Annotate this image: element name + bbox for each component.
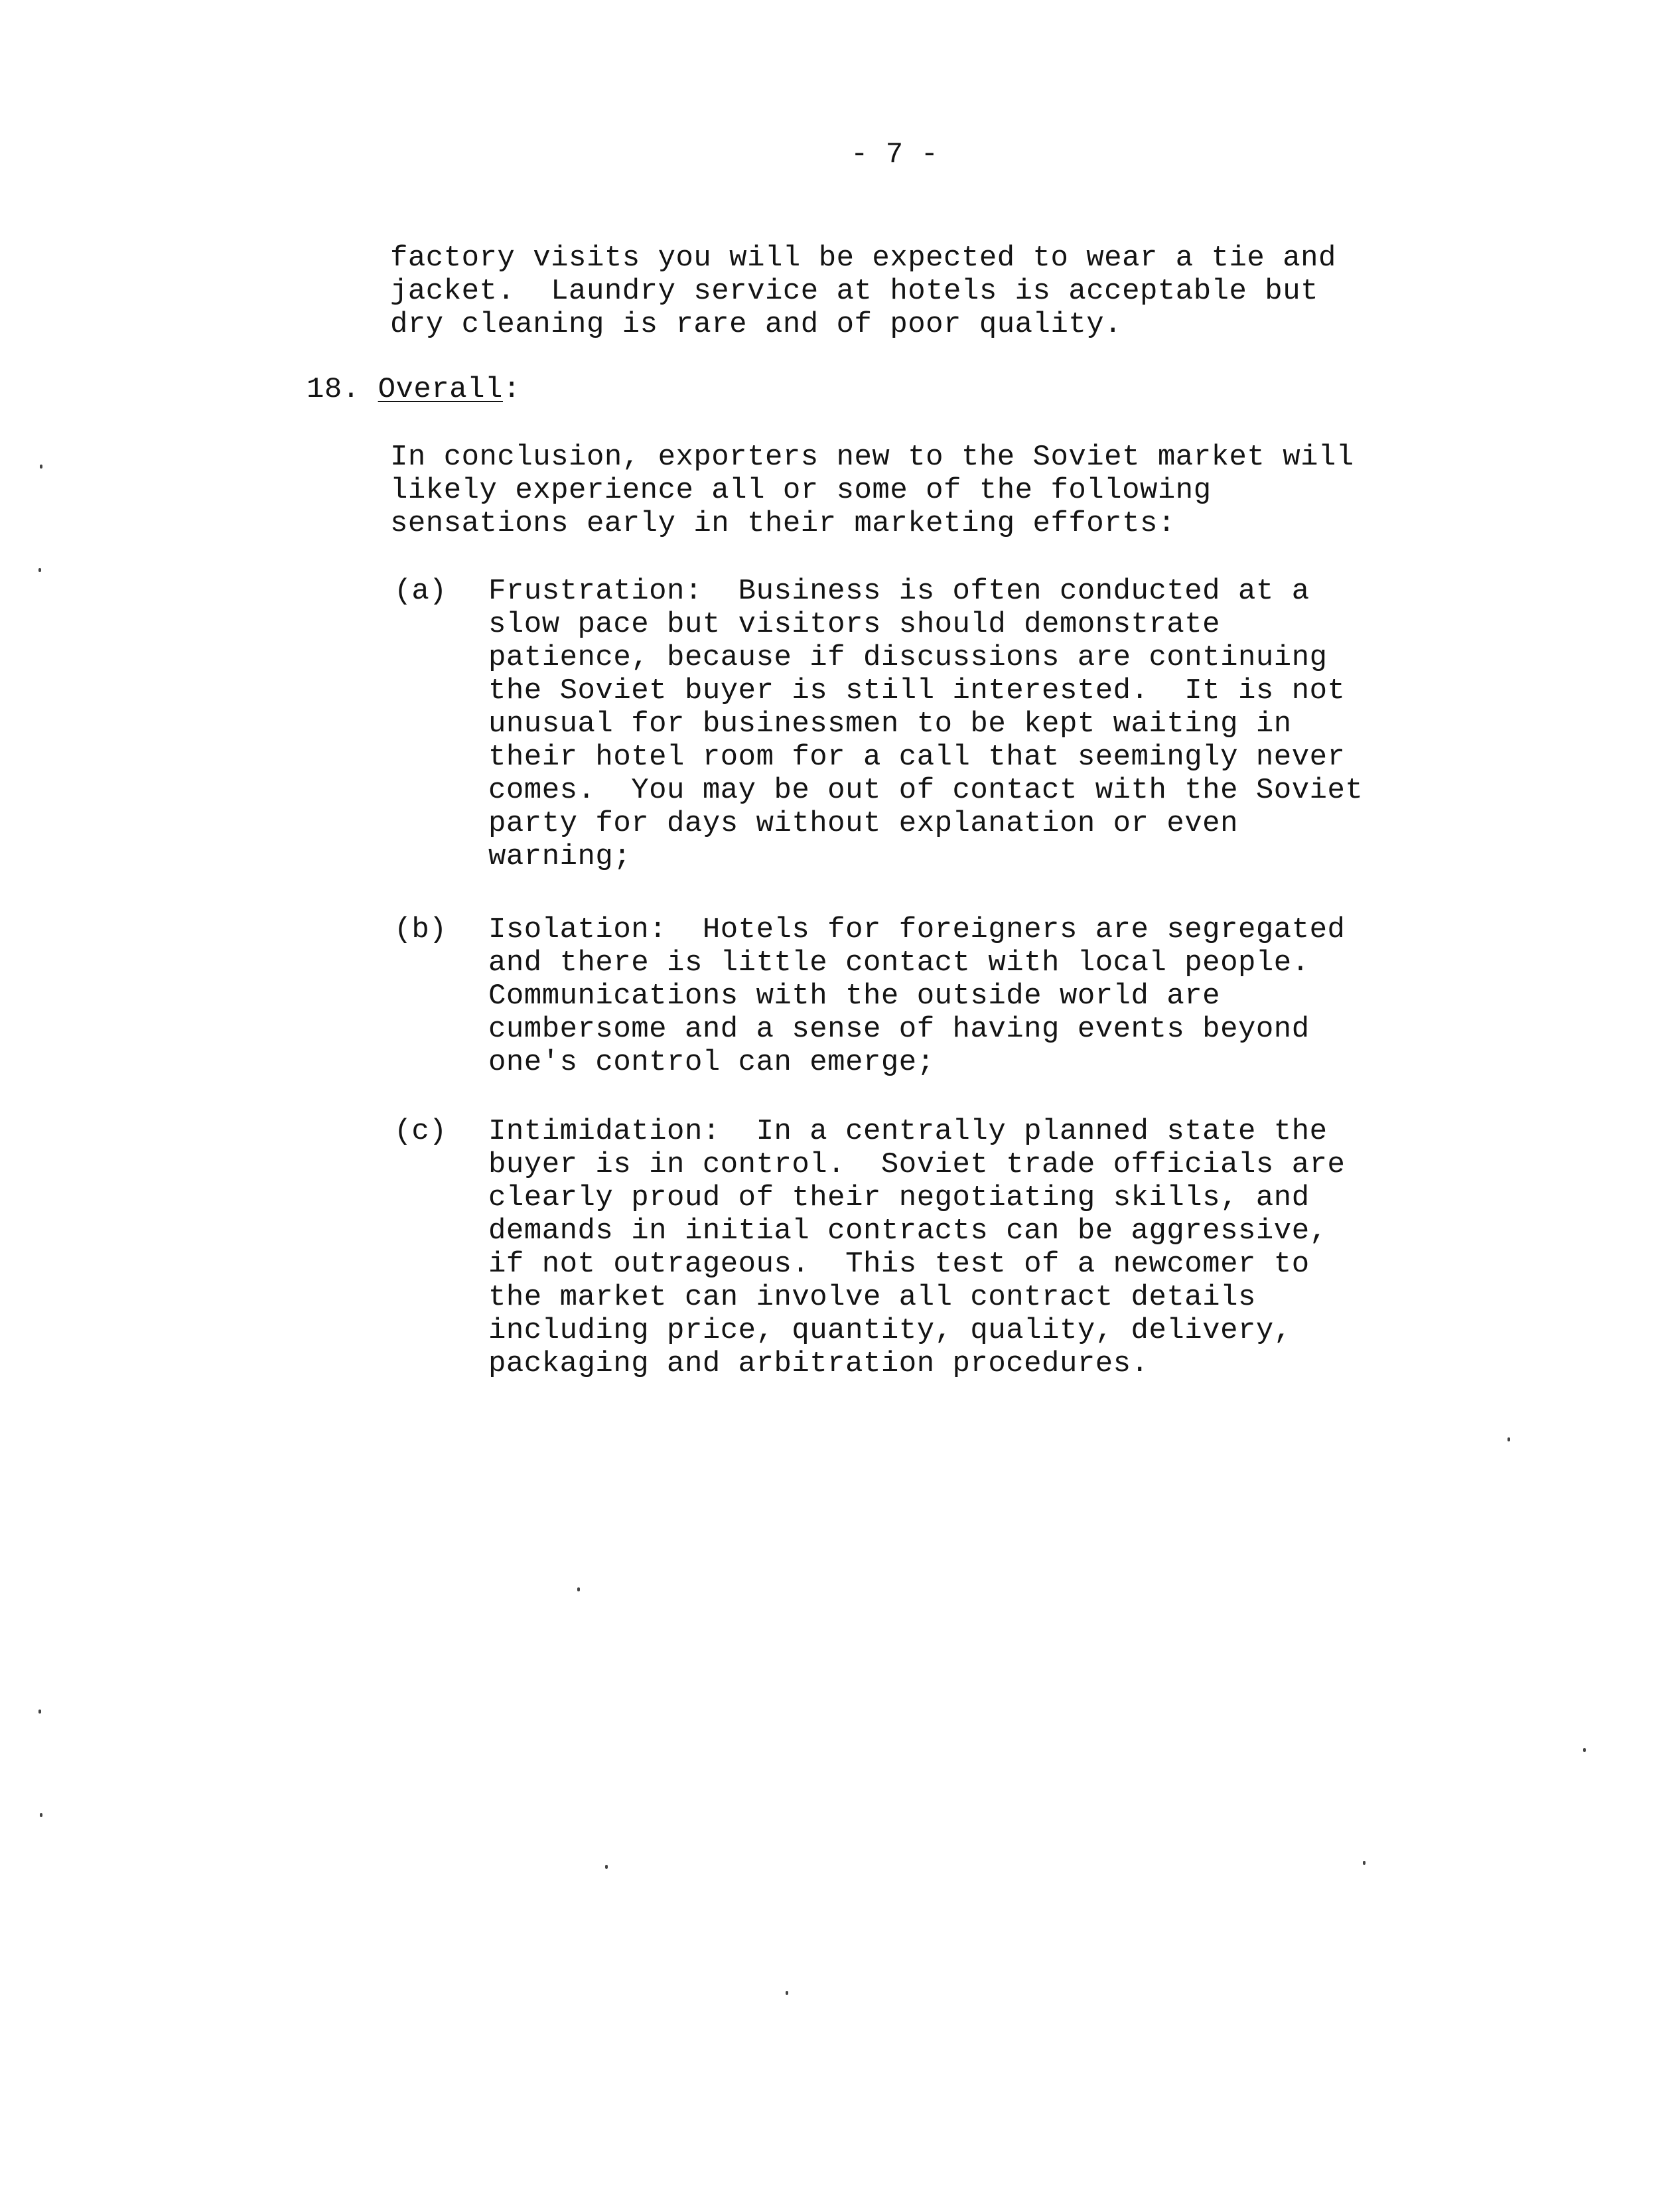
section-title: Overall [378, 373, 503, 406]
paragraph-line: In conclusion, exporters new to the Soviet market will [390, 441, 1354, 474]
scan-speck [1583, 1748, 1586, 1752]
list-item-text [488, 913, 1345, 1079]
item-line: their hotel room for a call that seemingly never [488, 741, 1346, 774]
item-line: clearly proud of their negotiating skills, and [488, 1181, 1310, 1214]
intro-paragraph [390, 441, 1354, 540]
scan-speck [605, 1865, 608, 1869]
scan-speck [786, 1991, 788, 1995]
scan-speck [38, 1710, 41, 1714]
paragraph-line: sensations early in their marketing efforts: [390, 507, 1176, 540]
list-item-marker: (b) [394, 913, 447, 946]
item-line: slow pace but visitors should demonstrate [488, 608, 1221, 641]
item-line: cumbersome and a sense of having events beyond [488, 1013, 1310, 1046]
paragraph-line: likely experience all or some of the following [390, 474, 1212, 507]
list-item-marker: (c) [394, 1115, 447, 1148]
item-line: if not outrageous. This test of a newcomer to [488, 1248, 1310, 1281]
continuation-paragraph [390, 242, 1336, 341]
item-line: Intimidation: In a centrally planned state the [488, 1115, 1328, 1148]
paragraph-line: factory visits you will be expected to wear a tie and [390, 242, 1336, 275]
item-line: buyer is in control. Soviet trade officials are [488, 1148, 1346, 1181]
section-title-suffix: : [502, 373, 521, 406]
paragraph-line: dry cleaning is rare and of poor quality. [390, 308, 1123, 341]
item-line: Communications with the outside world are [488, 980, 1221, 1013]
section-number: 18. [307, 373, 360, 406]
list-item-text [488, 575, 1363, 873]
item-line: Frustration: Business is often conducted at a [488, 575, 1310, 608]
item-line: Isolation: Hotels for foreigners are segregated [488, 913, 1346, 946]
item-line: warning; [488, 840, 632, 873]
item-line: including price, quantity, quality, delivery, [488, 1314, 1292, 1347]
scan-speck [577, 1587, 580, 1591]
scan-speck [1507, 1437, 1510, 1441]
scan-speck [1363, 1861, 1365, 1865]
scan-speck [38, 568, 41, 572]
item-line: party for days without explanation or even [488, 807, 1238, 840]
item-line: demands in initial contracts can be aggressive, [488, 1214, 1328, 1248]
item-line: one's control can emerge; [488, 1046, 935, 1079]
list-item-marker: (a) [394, 575, 447, 608]
item-line: unusual for businessmen to be kept waiting in [488, 707, 1292, 741]
item-line: the Soviet buyer is still interested. It is not [488, 674, 1346, 707]
scan-speck [40, 1813, 42, 1817]
scan-speck [40, 465, 42, 469]
item-line: patience, because if discussions are continuing [488, 641, 1328, 674]
paragraph-line: jacket. Laundry service at hotels is acceptable but [390, 275, 1319, 308]
item-line: the market can involve all contract details [488, 1281, 1256, 1314]
page-number: - 7 - [851, 138, 939, 171]
section-heading [307, 373, 521, 406]
item-line: comes. You may be out of contact with the Soviet [488, 774, 1364, 807]
list-item-text [488, 1115, 1345, 1380]
item-line: packaging and arbitration procedures. [488, 1347, 1149, 1380]
item-line: and there is little contact with local people. [488, 946, 1310, 980]
